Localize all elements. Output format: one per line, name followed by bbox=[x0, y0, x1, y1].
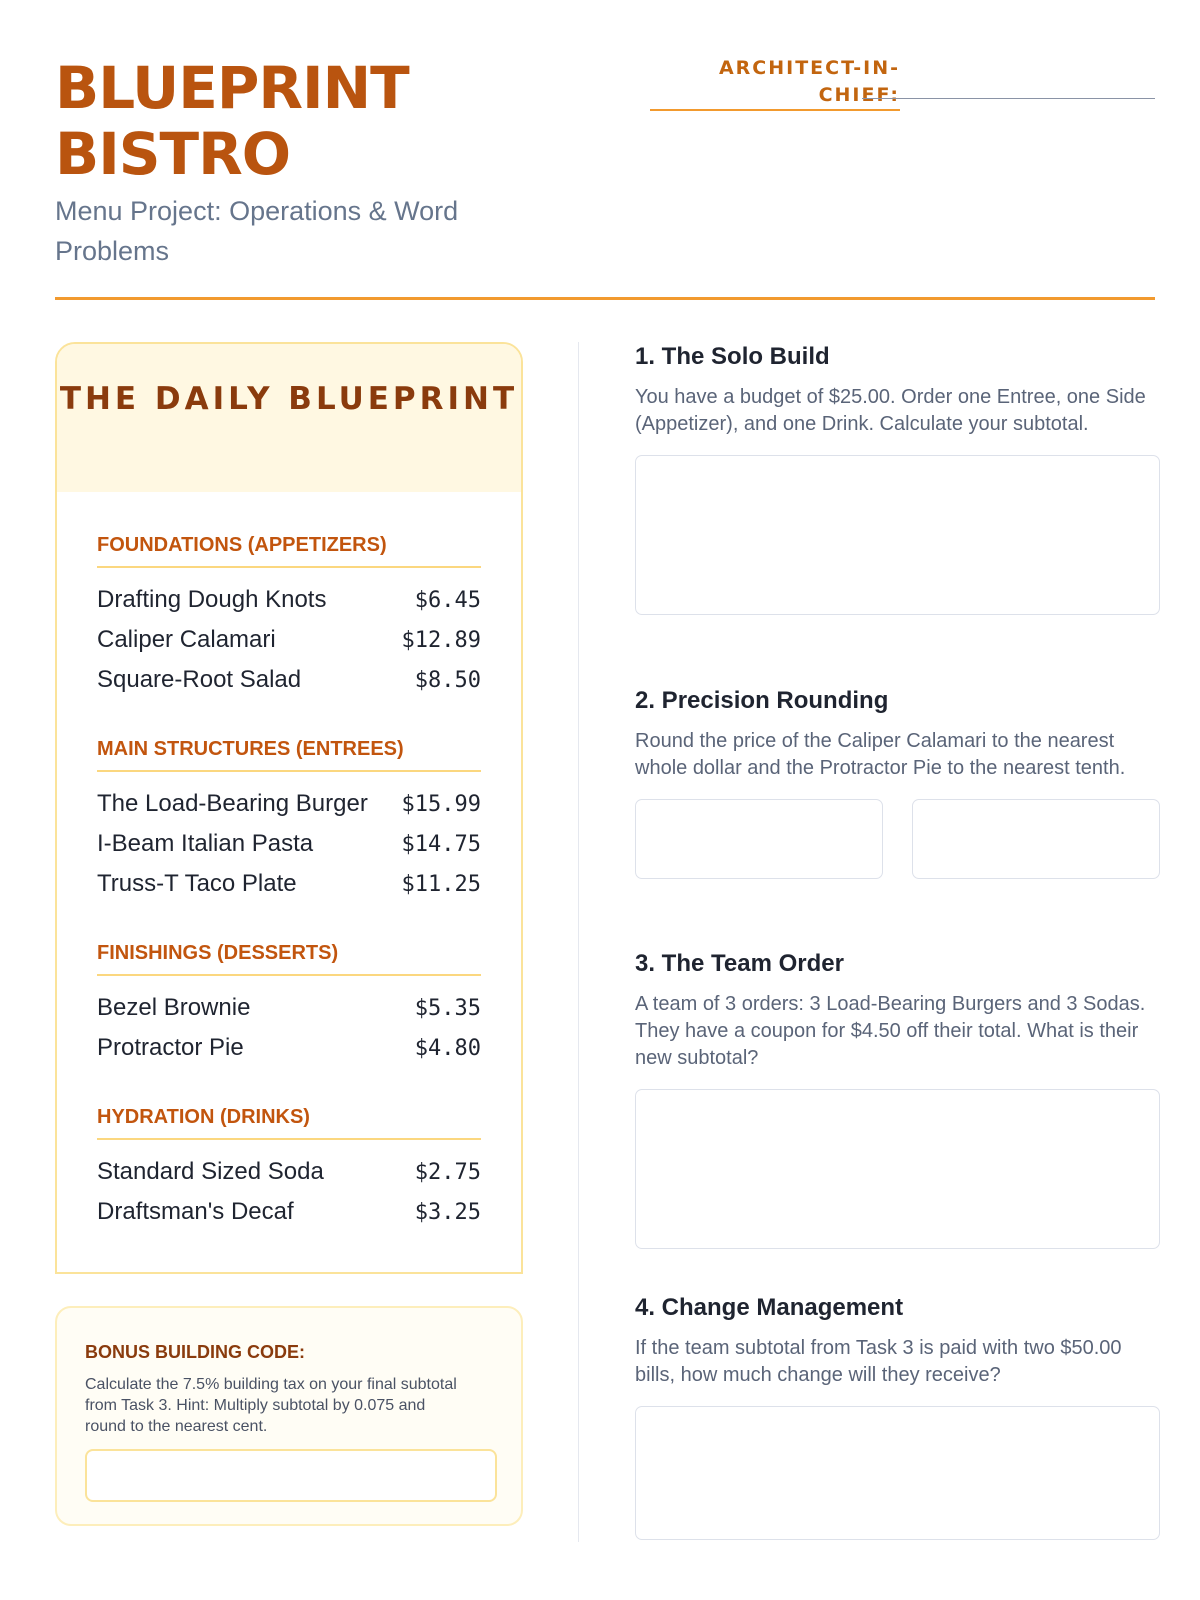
menu-item bbox=[97, 830, 481, 870]
menu-item bbox=[97, 870, 481, 910]
menu-section-desserts bbox=[97, 940, 481, 1074]
item-price: $8.50 bbox=[414, 668, 481, 693]
menu-section-appetizers bbox=[97, 532, 481, 706]
column-divider bbox=[578, 342, 579, 1542]
architect-label-wrap bbox=[650, 55, 900, 111]
section-title: FOUNDATIONS (APPETIZERS) bbox=[97, 532, 481, 568]
task-text: If the team subtotal from Task 3 is paid with two $50.00 bills, how much change will they receive? bbox=[635, 1337, 1122, 1386]
task-title: 1. The Solo Build bbox=[635, 343, 830, 370]
task-4-answer-box[interactable] bbox=[635, 1406, 1160, 1540]
item-price: $4.80 bbox=[414, 1036, 481, 1061]
task-2 bbox=[635, 686, 1160, 879]
task-2-answer-box-b[interactable] bbox=[912, 799, 1160, 879]
item-price: $15.99 bbox=[401, 792, 481, 817]
item-price: $3.25 bbox=[414, 1200, 481, 1225]
item-price: $5.35 bbox=[414, 996, 481, 1021]
section-title: HYDRATION (DRINKS) bbox=[97, 1104, 481, 1140]
menu-item bbox=[97, 1034, 481, 1074]
menu-title: THE DAILY BLUEPRINT bbox=[59, 381, 519, 417]
task-4 bbox=[635, 1293, 1160, 1540]
item-price: $14.75 bbox=[401, 832, 481, 857]
task-text: You have a budget of $25.00. Order one Entree, one Side (Appetizer), and one Drink. Calculate your subtotal. bbox=[635, 386, 1146, 435]
item-price: $11.25 bbox=[401, 872, 481, 897]
menu-item bbox=[97, 666, 481, 706]
menu-item bbox=[97, 626, 481, 666]
page-title: BLUEPRINT BISTRO bbox=[55, 54, 409, 188]
task-title: 3. The Team Order bbox=[635, 950, 844, 977]
task-1 bbox=[635, 342, 1160, 615]
bonus-text: Calculate the 7.5% building tax on your final subtotal from Task 3. Hint: Multiply subtotal by 0.075 and round to the nearest cent. bbox=[85, 1376, 457, 1435]
task-text: Round the price of the Caliper Calamari to the nearest whole dollar and the Protractor Pie to the nearest tenth. bbox=[635, 730, 1126, 779]
bonus-card bbox=[55, 1306, 523, 1526]
item-name: Draftsman's Decaf bbox=[97, 1198, 294, 1225]
item-price: $6.45 bbox=[414, 588, 481, 613]
task-3 bbox=[635, 949, 1160, 1249]
architect-label: ARCHITECT-IN-CHIEF: bbox=[650, 55, 900, 111]
menu-section-entrees bbox=[97, 736, 481, 910]
architect-name-line[interactable] bbox=[862, 98, 1155, 99]
menu-item bbox=[97, 1158, 481, 1198]
item-name: Bezel Brownie bbox=[97, 994, 251, 1021]
item-name: Standard Sized Soda bbox=[97, 1158, 324, 1185]
menu-item bbox=[97, 586, 481, 626]
menu-body bbox=[57, 492, 521, 1238]
menu-card bbox=[55, 342, 523, 1274]
task-2-answer-box-a[interactable] bbox=[635, 799, 883, 879]
item-name: Drafting Dough Knots bbox=[97, 586, 327, 613]
bonus-answer-box[interactable] bbox=[85, 1449, 497, 1502]
task-2-answer-row bbox=[635, 799, 1160, 879]
task-1-answer-box[interactable] bbox=[635, 455, 1160, 615]
item-name: Truss-T Taco Plate bbox=[97, 870, 297, 897]
section-title: MAIN STRUCTURES (ENTREES) bbox=[97, 736, 481, 772]
section-title: FINISHINGS (DESSERTS) bbox=[97, 940, 481, 976]
task-title: 2. Precision Rounding bbox=[635, 687, 889, 714]
item-name: Square-Root Salad bbox=[97, 666, 302, 693]
item-name: Protractor Pie bbox=[97, 1034, 244, 1061]
menu-section-drinks bbox=[97, 1104, 481, 1238]
item-name: Caliper Calamari bbox=[97, 626, 276, 653]
page-subtitle: Menu Project: Operations & Word Problems bbox=[55, 196, 459, 266]
item-price: $12.89 bbox=[401, 628, 481, 653]
menu-item bbox=[97, 1198, 481, 1238]
item-name: The Load-Bearing Burger bbox=[97, 790, 368, 817]
menu-item bbox=[97, 994, 481, 1034]
item-name: I-Beam Italian Pasta bbox=[97, 830, 314, 857]
task-title: 4. Change Management bbox=[635, 1294, 904, 1321]
menu-item bbox=[97, 790, 481, 830]
menu-header bbox=[57, 344, 521, 492]
task-3-answer-box[interactable] bbox=[635, 1089, 1160, 1249]
bonus-title: BONUS BUILDING CODE: bbox=[85, 1342, 305, 1362]
worksheet-header bbox=[55, 55, 1155, 300]
task-text: A team of 3 orders: 3 Load-Bearing Burgers and 3 Sodas. They have a coupon for $4.50 off their total. What is their new subtotal? bbox=[635, 993, 1146, 1069]
item-price: $2.75 bbox=[414, 1160, 481, 1185]
